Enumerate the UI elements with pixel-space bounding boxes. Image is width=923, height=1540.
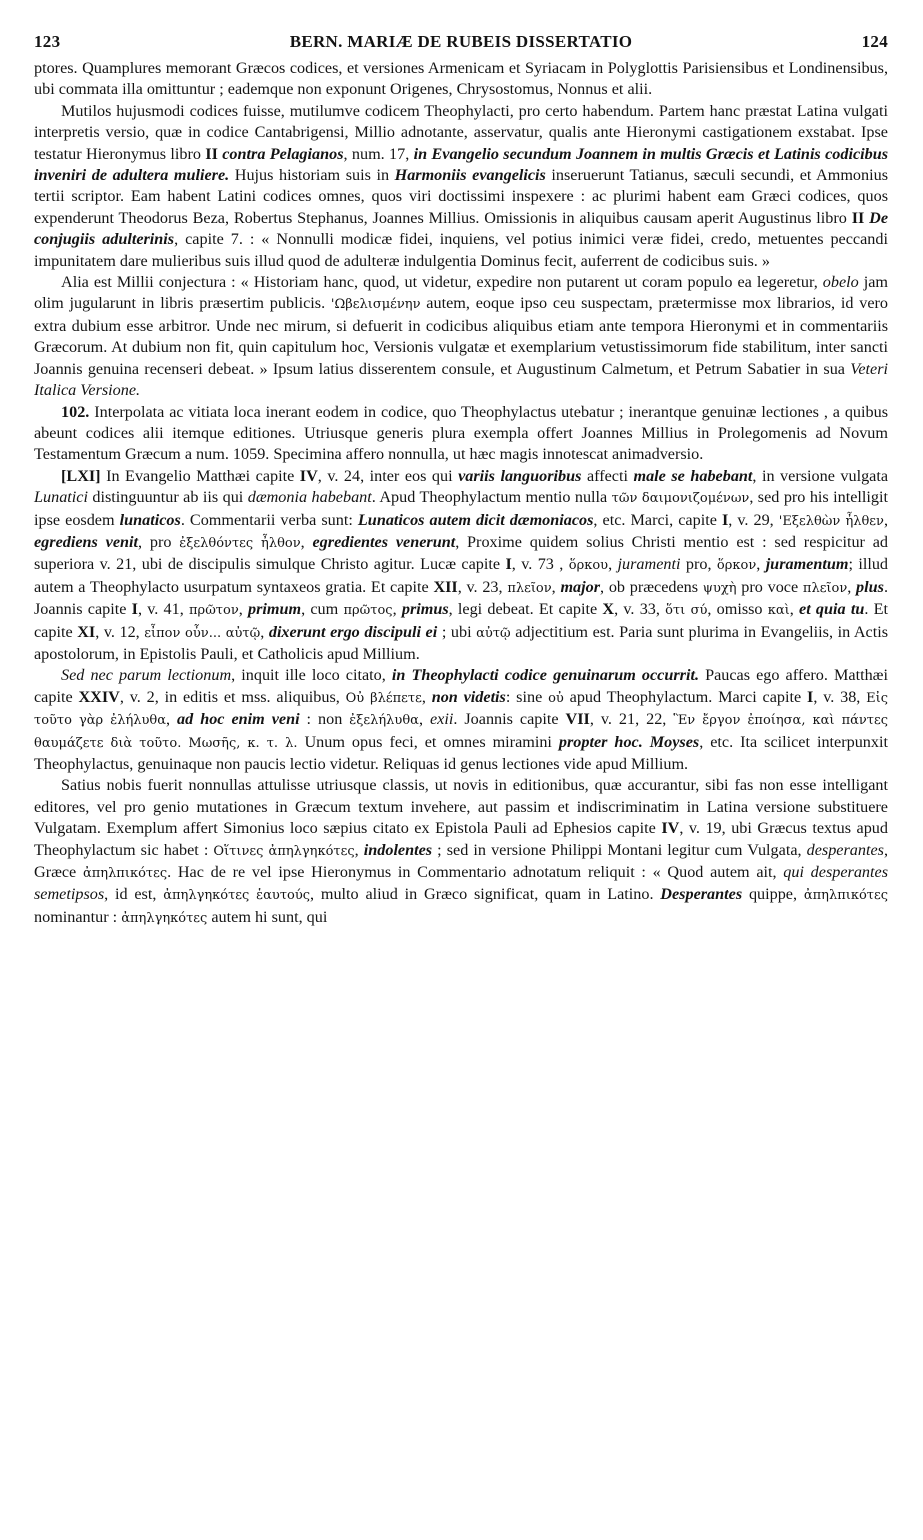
greek-text: ὅρκου	[568, 558, 609, 574]
text-run: lunaticos	[119, 510, 181, 529]
text-run: [LXI]	[61, 466, 101, 485]
text-run: egrediens venit	[34, 532, 139, 551]
paragraph	[34, 466, 888, 666]
text-run: , v. 23,	[457, 577, 508, 596]
text-run: propter hoc. Moyses	[558, 732, 700, 751]
text-run: jam olim jugularunt in libris præsertim publicis.	[34, 273, 888, 313]
greek-text: καὶ	[767, 603, 790, 619]
text-run: primum	[248, 600, 302, 619]
text-run: ,	[354, 840, 364, 859]
paragraph	[34, 101, 888, 272]
text-run: , v. 29,	[728, 510, 779, 529]
text-run: in Evangelio secundum Joannem in multis Græcis et Latinis codicibus inveniri de adultera muliere.	[34, 144, 889, 185]
text-run: II	[851, 208, 865, 227]
text-run: desperantes	[806, 840, 884, 859]
text-run: dixerunt ergo discipuli ei	[268, 622, 438, 641]
text-run: juramentum	[765, 555, 849, 574]
greek-text: ὅρκον	[716, 558, 757, 574]
text-run: ,	[166, 710, 178, 729]
text-run: 102.	[61, 402, 90, 421]
text-run: ,	[551, 577, 561, 596]
text-run: Unum opus feci, et omnes miramini	[297, 732, 559, 751]
text-run: major	[560, 577, 601, 596]
text-run: , Proxime quidem solius Christi mentio est : sed respicitur ad superiora v. 21, ubi de discipulis simulque Christo agitur. Lucæ capite	[34, 532, 889, 574]
text-run: male se habebant	[633, 466, 753, 485]
text-run: Satius nobis fuerit nonnullas attulisse utriusque classis, ut novis in editionibus, quæ accurantur, sibi fas non esse intelligant editores, vel pro genio mutationes in Græcum textum invehere, aut passim et indiscriminatim in Latina versione substituere Vulgatam. Exemplum affert Simonius loco sæpius citato ex Epistola Pauli ad Ephesios capite	[34, 776, 888, 838]
text-run: ,	[608, 555, 618, 574]
text-run: non videtis	[431, 687, 506, 706]
text-run: XI	[77, 622, 96, 641]
text-run: dæmonia habebant	[247, 488, 372, 507]
text-run: De conjugiis adulterinis	[34, 208, 889, 249]
running-head	[34, 32, 888, 58]
text-run: variis languoribus	[458, 466, 582, 485]
text-run: , v. 41,	[137, 600, 190, 619]
greek-text: ψυχὴ	[702, 580, 737, 596]
text-run: , omisso	[707, 600, 768, 619]
greek-text: 'Εξελθὼν ἦλθεν	[778, 513, 884, 529]
text-run: : non	[299, 710, 350, 729]
text-run: ,	[421, 687, 432, 706]
text-run: ,	[847, 577, 857, 596]
text-run: In Evangelio Matthæi capite	[100, 466, 300, 485]
text-run: Sed nec parum lectionum	[61, 666, 232, 685]
text-run: , Græce	[34, 840, 889, 882]
text-run: ,	[238, 600, 249, 619]
text-run: obelo	[822, 273, 859, 292]
greek-text: ἀπηλπικότες	[82, 866, 168, 882]
text-run: I	[721, 510, 729, 529]
greek-text: Εἰς τοῦτο γὰρ ἐλήλυθα	[34, 690, 889, 729]
text-run: Lunaticos autem dicit dæmoniacos	[357, 510, 594, 529]
text-run: , v. 33,	[614, 600, 666, 619]
paragraph	[34, 775, 888, 929]
greek-text: ὅτι σύ	[665, 603, 708, 619]
text-run: , legi debeat. Et capite	[448, 600, 603, 619]
text-run: ,	[756, 555, 766, 574]
text-run: pro,	[680, 555, 717, 574]
text-run: et quia tu	[799, 600, 865, 619]
text-run: , v. 19, ubi Græcus textus apud Theophylactum sic habet :	[34, 819, 888, 859]
text-run: in Theophylacti codice genuinarum occurrit.	[391, 666, 700, 685]
text-run: autem hi sunt, qui	[207, 907, 328, 926]
text-run: , v. 38,	[813, 687, 867, 706]
text-run: contra Pelagianos	[222, 144, 344, 163]
text-run: . Apud Theophylactum mentio nulla	[371, 488, 612, 507]
text-run: primus	[401, 600, 449, 619]
text-run: , sed pro his intelligit ipse eosdem	[34, 488, 888, 529]
greek-text: εἶπον οὖν... αὐτῷ	[144, 625, 261, 641]
text-run: ad hoc enim veni	[177, 710, 300, 729]
text-run: , v. 21, 22,	[589, 710, 674, 729]
text-run: adjectitium est. Paria sunt plurima in Evangeliis, in Actis apostolorum, in Epistolis Pauli, et Catholicis apud Millium.	[34, 622, 889, 663]
text-run: , v. 24, inter eos qui	[317, 466, 459, 485]
text-run: I	[807, 687, 814, 706]
text-run: , ob præcedens	[600, 577, 703, 596]
greek-text: πρῶτον	[189, 603, 239, 619]
text-run: . Joannis capite	[453, 710, 566, 729]
greek-text: ἐξελήλυθα	[349, 713, 419, 729]
text-run: . Joannis capite	[34, 577, 888, 619]
text-run: , v. 2, in editis et mss. aliquibus,	[119, 687, 346, 706]
greek-text: οὐ	[548, 690, 564, 706]
page-number-left: 123	[34, 32, 61, 51]
text-run: , in versione vulgata	[752, 466, 889, 485]
greek-text: ἀπηλγηκότες	[121, 910, 208, 926]
paragraph	[34, 58, 888, 101]
text-run: X	[602, 600, 615, 619]
text-run: ptores. Quamplures memorant Græcos codices, et versiones Armenicam et Syriacam in Polyglottis Parisiensibus et Londinensibus, ubi commata illa omittuntur ; eademque non exponunt Origenes, Chrysostomus, Nonnus et alii.	[34, 59, 888, 99]
text-run: Veteri Italica Versione.	[34, 359, 888, 400]
text-run: affecti	[581, 466, 634, 485]
text-run: ,	[418, 710, 430, 729]
text-run: XXIV	[78, 687, 120, 706]
text-run: pro voce	[736, 577, 803, 596]
greek-text: πλεῖον	[802, 580, 848, 596]
text-run: nominantur :	[34, 907, 122, 926]
text-run: apud Theophylactum. Marci capite	[563, 687, 808, 706]
text-run: Harmoniis evangelicis	[394, 166, 546, 185]
text-run: , num. 17,	[343, 144, 414, 163]
paragraph	[34, 272, 888, 401]
text-run: , etc. Ita scilicet interpunxit Theophylactus, genuinaque non paucis lectio videtur. Reliquas id genus lectiones vide apud Millium.	[34, 732, 888, 773]
text-run: , id est,	[104, 885, 164, 904]
text-run: quippe,	[742, 885, 804, 904]
text-run: . Hac de re vel ipse Hieronymus in Commentario adnotatum reliquit : « Quod autem ait,	[167, 863, 784, 882]
paragraph	[34, 402, 888, 466]
text-run: qui desperantes semetipsos	[34, 863, 888, 904]
text-run: II	[205, 144, 218, 163]
text-run: exii	[429, 710, 454, 729]
text-run: Lunatici	[34, 488, 88, 507]
text-run: ,	[789, 600, 800, 619]
text-run: inseruerunt Tatianus, sæculi secundi, et Ammonius tertii scriptor. Eam habent Latini codices omnes, quos viri doctissimi inspexere : ac plurimi habent eam Græci codices, quos expenderunt Theodorus Beza, Robertus Stephanus, Joannes Millius. Omissionis in aliquibus causam aperit Augustinus libro	[34, 166, 889, 227]
text-run: ,	[883, 510, 888, 529]
text-run: Interpolata ac vitiata loca inerant eodem in codice, quo Theophylactus utebatur ; inerantque genuinæ lectiones , a quibus abeunt codices alii itemque editiones. Utriusque generis plura exempla offert Joannes Millius in Prolegomenis ad Novum Testamentum Græcum a num. 1059. Specimina affero nonnulla, ut hæc magis innotescat animadversio.	[34, 402, 888, 464]
text-run: Mutilos hujusmodi codices fuisse, mutilumve codicem Theophylacti, pro certo habendum. Partem hanc præstat Latina vulgati interpretis versio, quæ in codice Cantabrigensi, Millio adnotante, asservatur, qualis ante Hieronymi castigationem exstabat. Ipse testatur Hieronymus libro	[34, 101, 888, 163]
text-run: ,	[260, 622, 269, 641]
text-run: autem, eoque ipso ceu suspectam, prætermisse mox librarios, id vero extra dubium esse arbitror. Unde nec mirum, si defuerit in codicibus aliquibus etiam ante tempora Hieronymi et in commentariis Græcorum. At dubium non fit, quin capitulum hoc, Versionis vulgatæ et exemplarium vetustissimorum fide stabilitum, inter sancti Joannis genuina recenseri debeat. » Ipsum latius disserentem consule, et Augustinum Calmetum, et Petrum Sabatier in sua	[34, 294, 888, 378]
greek-text: 'Ωβελισμένην	[330, 297, 421, 313]
text-run: ,	[300, 532, 313, 551]
greek-text: Οἵτινες ἀπηλγηκότες	[213, 843, 355, 859]
text-run: , v. 12,	[95, 622, 145, 641]
text-run: I	[505, 555, 512, 574]
text-run: Desperantes	[660, 885, 743, 904]
paragraph	[34, 665, 888, 775]
text-run: IV	[661, 819, 680, 838]
text-run: , v. 73 ,	[511, 555, 569, 574]
greek-text: αὐτῷ	[476, 625, 511, 641]
text-run: Hujus historiam suis in	[229, 166, 395, 185]
text-run: , multo aliud in Græco significat, quam in Latino.	[310, 885, 661, 904]
text-run: . Commentarii verba sunt:	[180, 510, 358, 529]
text-run: XII	[433, 577, 458, 596]
text-run: Alia est Millii conjectura : « Historiam hanc, quod, ut videtur, expedire non putarent ut coram populo ea legeretur,	[61, 273, 823, 292]
greek-text: πλεῖον	[507, 580, 552, 596]
greek-text: Οὐ βλέπετε	[345, 690, 422, 706]
greek-text: ἀπηλγηκότες ἑαυτούς	[163, 888, 311, 904]
text-run: I	[131, 600, 138, 619]
text-run: distinguuntur ab iis qui	[87, 488, 248, 507]
text-run: plus	[856, 577, 884, 596]
text-run: Paucas ego affero. Matthæi capite	[34, 666, 888, 706]
text-run: VII	[565, 710, 590, 729]
text-run: , etc. Marci, capite	[593, 510, 722, 529]
text-run: egredientes venerunt	[312, 532, 456, 551]
text-run: indolentes	[363, 840, 433, 859]
running-title: BERN. MARIÆ DE RUBEIS DISSERTATIO	[289, 32, 633, 51]
text-run: , cum	[301, 600, 344, 619]
body-text	[34, 58, 888, 929]
text-run: , pro	[138, 532, 180, 551]
page	[34, 32, 888, 929]
text-run: IV	[299, 466, 318, 485]
text-run: . Et capite	[34, 600, 889, 641]
text-run: : sine	[505, 687, 549, 706]
text-run: juramenti	[617, 555, 681, 574]
page-number-right: 124	[861, 32, 888, 51]
text-run: ; illud autem a Theophylacto usurpatum syntaxeos gratia. Et capite	[34, 555, 889, 596]
text-run: , capite 7. : « Nonnulli modicæ fidei, inquiens, vel potius inimici veræ fidei, credo, metuentes peccandi impunitatem dare mulieribus suis illud quod de adulteræ indulgentia Dominus fecit, auferrent de codicibus suis. »	[34, 230, 888, 270]
greek-text: πρῶτος	[343, 603, 393, 619]
text-run: ; sed in versione Philippi Montani legitur cum Vulgata,	[432, 840, 807, 859]
text-run: ; ubi	[437, 622, 477, 641]
greek-text: ἐξελθόντες ἦλθον	[179, 535, 301, 551]
greek-text: ἀπηλπικότες	[803, 888, 888, 904]
greek-text: Ἓν ἔργον ἐποίησα, καὶ πάντες θαυμάζετε διὰ τοῦτο. Μωσῆς, κ. τ. λ.	[34, 713, 889, 751]
text-run: ,	[392, 600, 402, 619]
greek-text: τῶν δαιμονιζομένων	[611, 491, 750, 507]
text-run: , inquit ille loco citato,	[231, 666, 392, 685]
